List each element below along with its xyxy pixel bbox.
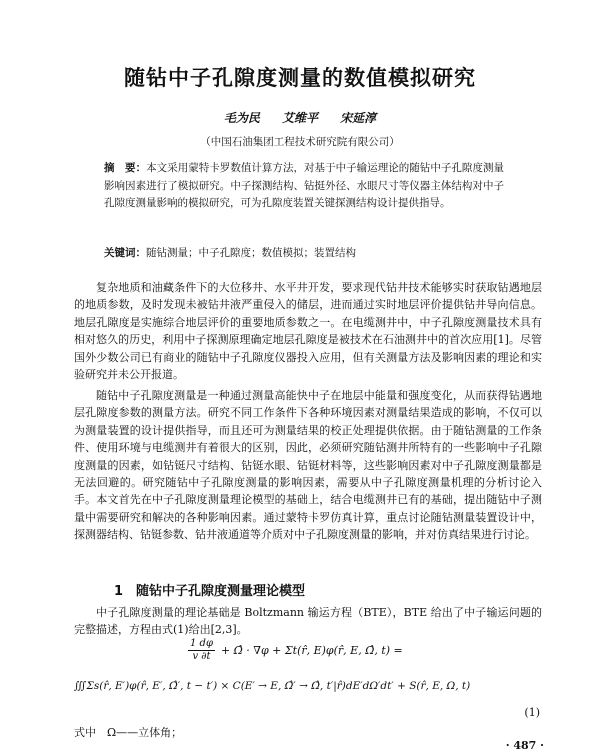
where-clause: 式中 Ω——立体角； — [74, 726, 183, 739]
abstract-text: 本文采用蒙特卡罗数值计算方法，对基于中子输运理论的随钻中子孔隙度测量影响因素进行了模拟研究。中子探测结构、钻挺外径、水眼尺寸等仪器主体结构对中子孔隙度测量影响的模拟研究，可为孔隙度装置关键探测结构设计提供指导。 — [104, 162, 504, 209]
fraction-denominator: v ∂t — [192, 651, 211, 662]
paper-title: 随钻中子孔隙度测量的数值模拟研究 — [124, 66, 476, 90]
equation-line-1 — [188, 638, 528, 663]
equation-number: (1) — [524, 706, 540, 719]
equation-line-2: ∭Σs(r̂, E′)φ(r̂, E′, Ω̂′, t − t′) × C(E′ → E, Ω̂′ → Ω̂, t′|r̂)dE′dΩ′dt′ + S(r̂, E, Ω, t) — [74, 680, 471, 692]
abstract-label: 摘 要： — [104, 162, 147, 174]
keywords-text: 随钻测量；中子孔隙度；数值模拟；装置结构 — [146, 247, 356, 259]
body-paragraph-1: 复杂地质和油藏条件下的大位移井、水平井开发，要求现代钻井技术能够实时获取钻遇地层的地质参数，及时发现未被钻井液严重侵入的储层，进而通过实时地层评价提供钻井导向信息。地层孔隙度是实施综合地层评价的重要地质参数之一。在电缆测井中，中子孔隙度测量技术具有相对悠久的历史，利用中子探测原理确定地层孔隙度是被技术在石油测井中的首次应用[1]。尽管国外少数公司已有商业的随钻中子孔隙度仪器投入应用，但有关测量方法及影响因素的理论和实验研究并未公开报道。 — [74, 281, 542, 382]
body-paragraph-2: 随钻中子孔隙度测量是一种通过测量高能快中子在地层中能量和强度变化，从而获得钻遇地层孔隙度参数的测量方法。研究不同工作条件下各种环境因素对测量结果造成的影响，不仅可以为测量装置的设计提供指导，而且还可为测量结果的校正处理提供依据。由于随钻测量的工作条件、使用环境与电缆测井有着很大的区别，因此，必须研究随钻测井所特有的一些影响中子孔隙度测量的因素，如钻铤尺寸结构、钻铤水眼、钻铤材料等，这些影响因素对中子孔隙度测量都是无法回避的。研究随钻中子孔隙度测量的影响因素，需要从中子孔隙度测量机理的分析讨论入手。本文首先在中子孔隙度测量理论模型的基础上，结合电缆测井已有的基础，提出随钻中子测量中需要研究和解决的各种影响因素。通过蒙特卡罗仿真计算，重点讨论随钻测量装置设计中，探测器结构、钻铤参数、钻井液通道等介质对中子孔隙度测量的影响，并对仿真结果进行讨论。 — [74, 389, 542, 542]
page-number: · 487 · — [505, 739, 544, 752]
keywords-label: 关键词： — [104, 247, 146, 259]
equation-fraction — [188, 638, 215, 663]
author-list: 毛为民 艾维平 宋延淳 — [223, 111, 377, 125]
abstract — [104, 160, 504, 213]
body-paragraph-3: 中子孔隙度测量的理论基础是 Boltzmann 输运方程（BTE），BTE 给出了中子输运问题的完整描述，方程由式(1)给出[2,3]。 — [74, 606, 542, 637]
fraction-numerator: 1 dφ — [190, 638, 213, 649]
equation-line-1-rest: + Ω̂ · ∇φ + Σt(r̂, E)φ(r̂, E, Ω̂, t) = — [220, 644, 403, 657]
keywords — [104, 245, 504, 262]
affiliation: （中国石油集团工程技术研究院有限公司） — [200, 136, 400, 148]
section-heading: 1 随钻中子孔隙度测量理论模型 — [114, 584, 306, 599]
